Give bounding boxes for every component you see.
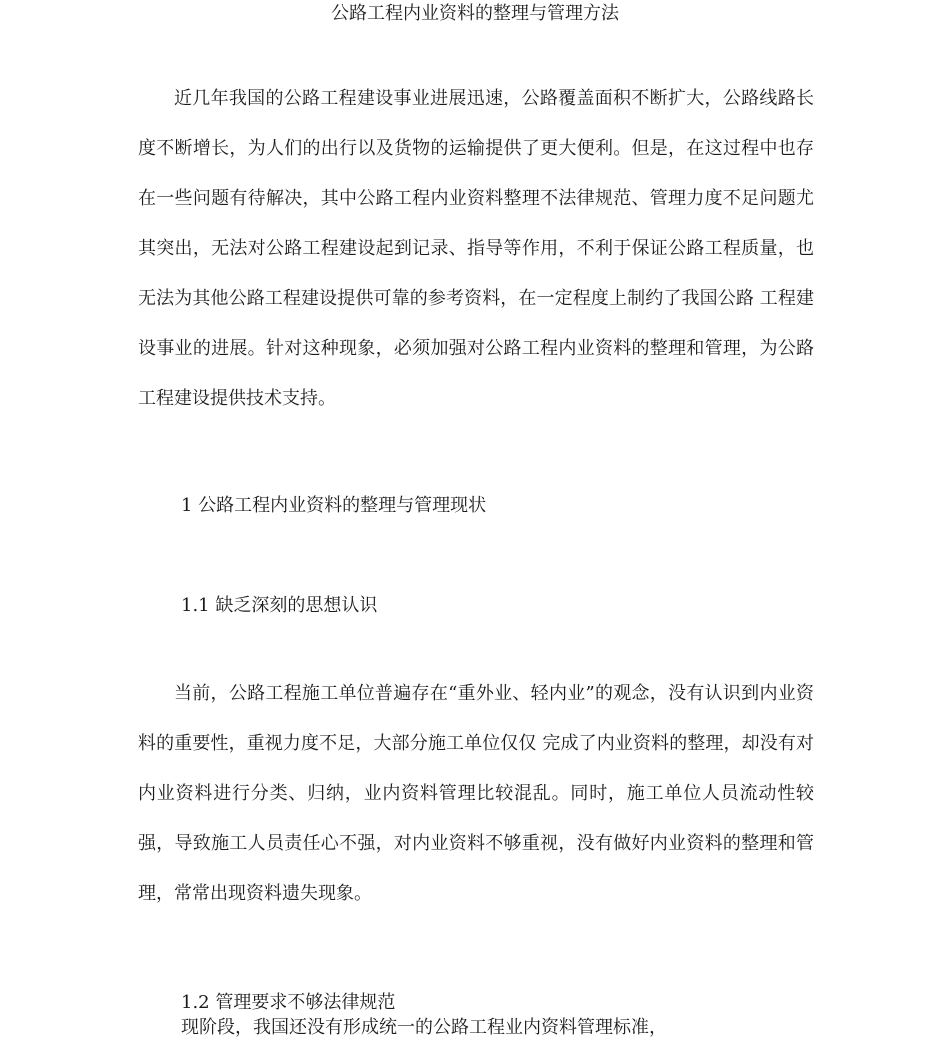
section-1-2-heading: 1.2 管理要求不够法律规范 [181,992,396,1013]
section-1-1-paragraph: 当前，公路工程施工单位普遍存在“重外业、轻内业”的观念，没有认识到内业资料的重要性，重视力度不足，大部分施工单位仅仅 完成了内业资料的整理，却没有对内业资料进行分类、归纳，业内资料管理比较混乱。同时，施工单位人员流动性较强，导致施工人员责任心不强，对内业资料不够重视，没有做好内业资料的整理和管理，常常出现资料遗失现象。 [138,683,814,904]
section-1-2-paragraph: 现阶段，我国还没有形成统一的公路工程业内资料管理标准， [181,1017,667,1038]
document-title: 公路工程内业资料的整理与管理方法 [331,3,619,24]
section-1-1-heading: 1.1 缺乏深刻的思想认识 [181,595,378,616]
section-1-heading: 1 公路工程内业资料的整理与管理现状 [181,495,487,516]
intro-paragraph: 近几年我国的公路工程建设事业进展迅速，公路覆盖面积不断扩大，公路线路长度不断增长，为人们的出行以及货物的运输提供了更大便利。但是，在这过程中也存在一些问题有待解决，其中公路工程内业资料整理不法律规范、管理力度不足问题尤其突出，无法对公路工程建设起到记录、指导等作用，不利于保证公路工程质量，也无法为其他公路工程建设提供可靠的参考资料，在一定程度上制约了我国公路 工程建设事业的进展。针对这种现象，必须加强对公路工程内业资料的整理和管理，为公路工程建设提供技术支持。 [138,88,814,409]
